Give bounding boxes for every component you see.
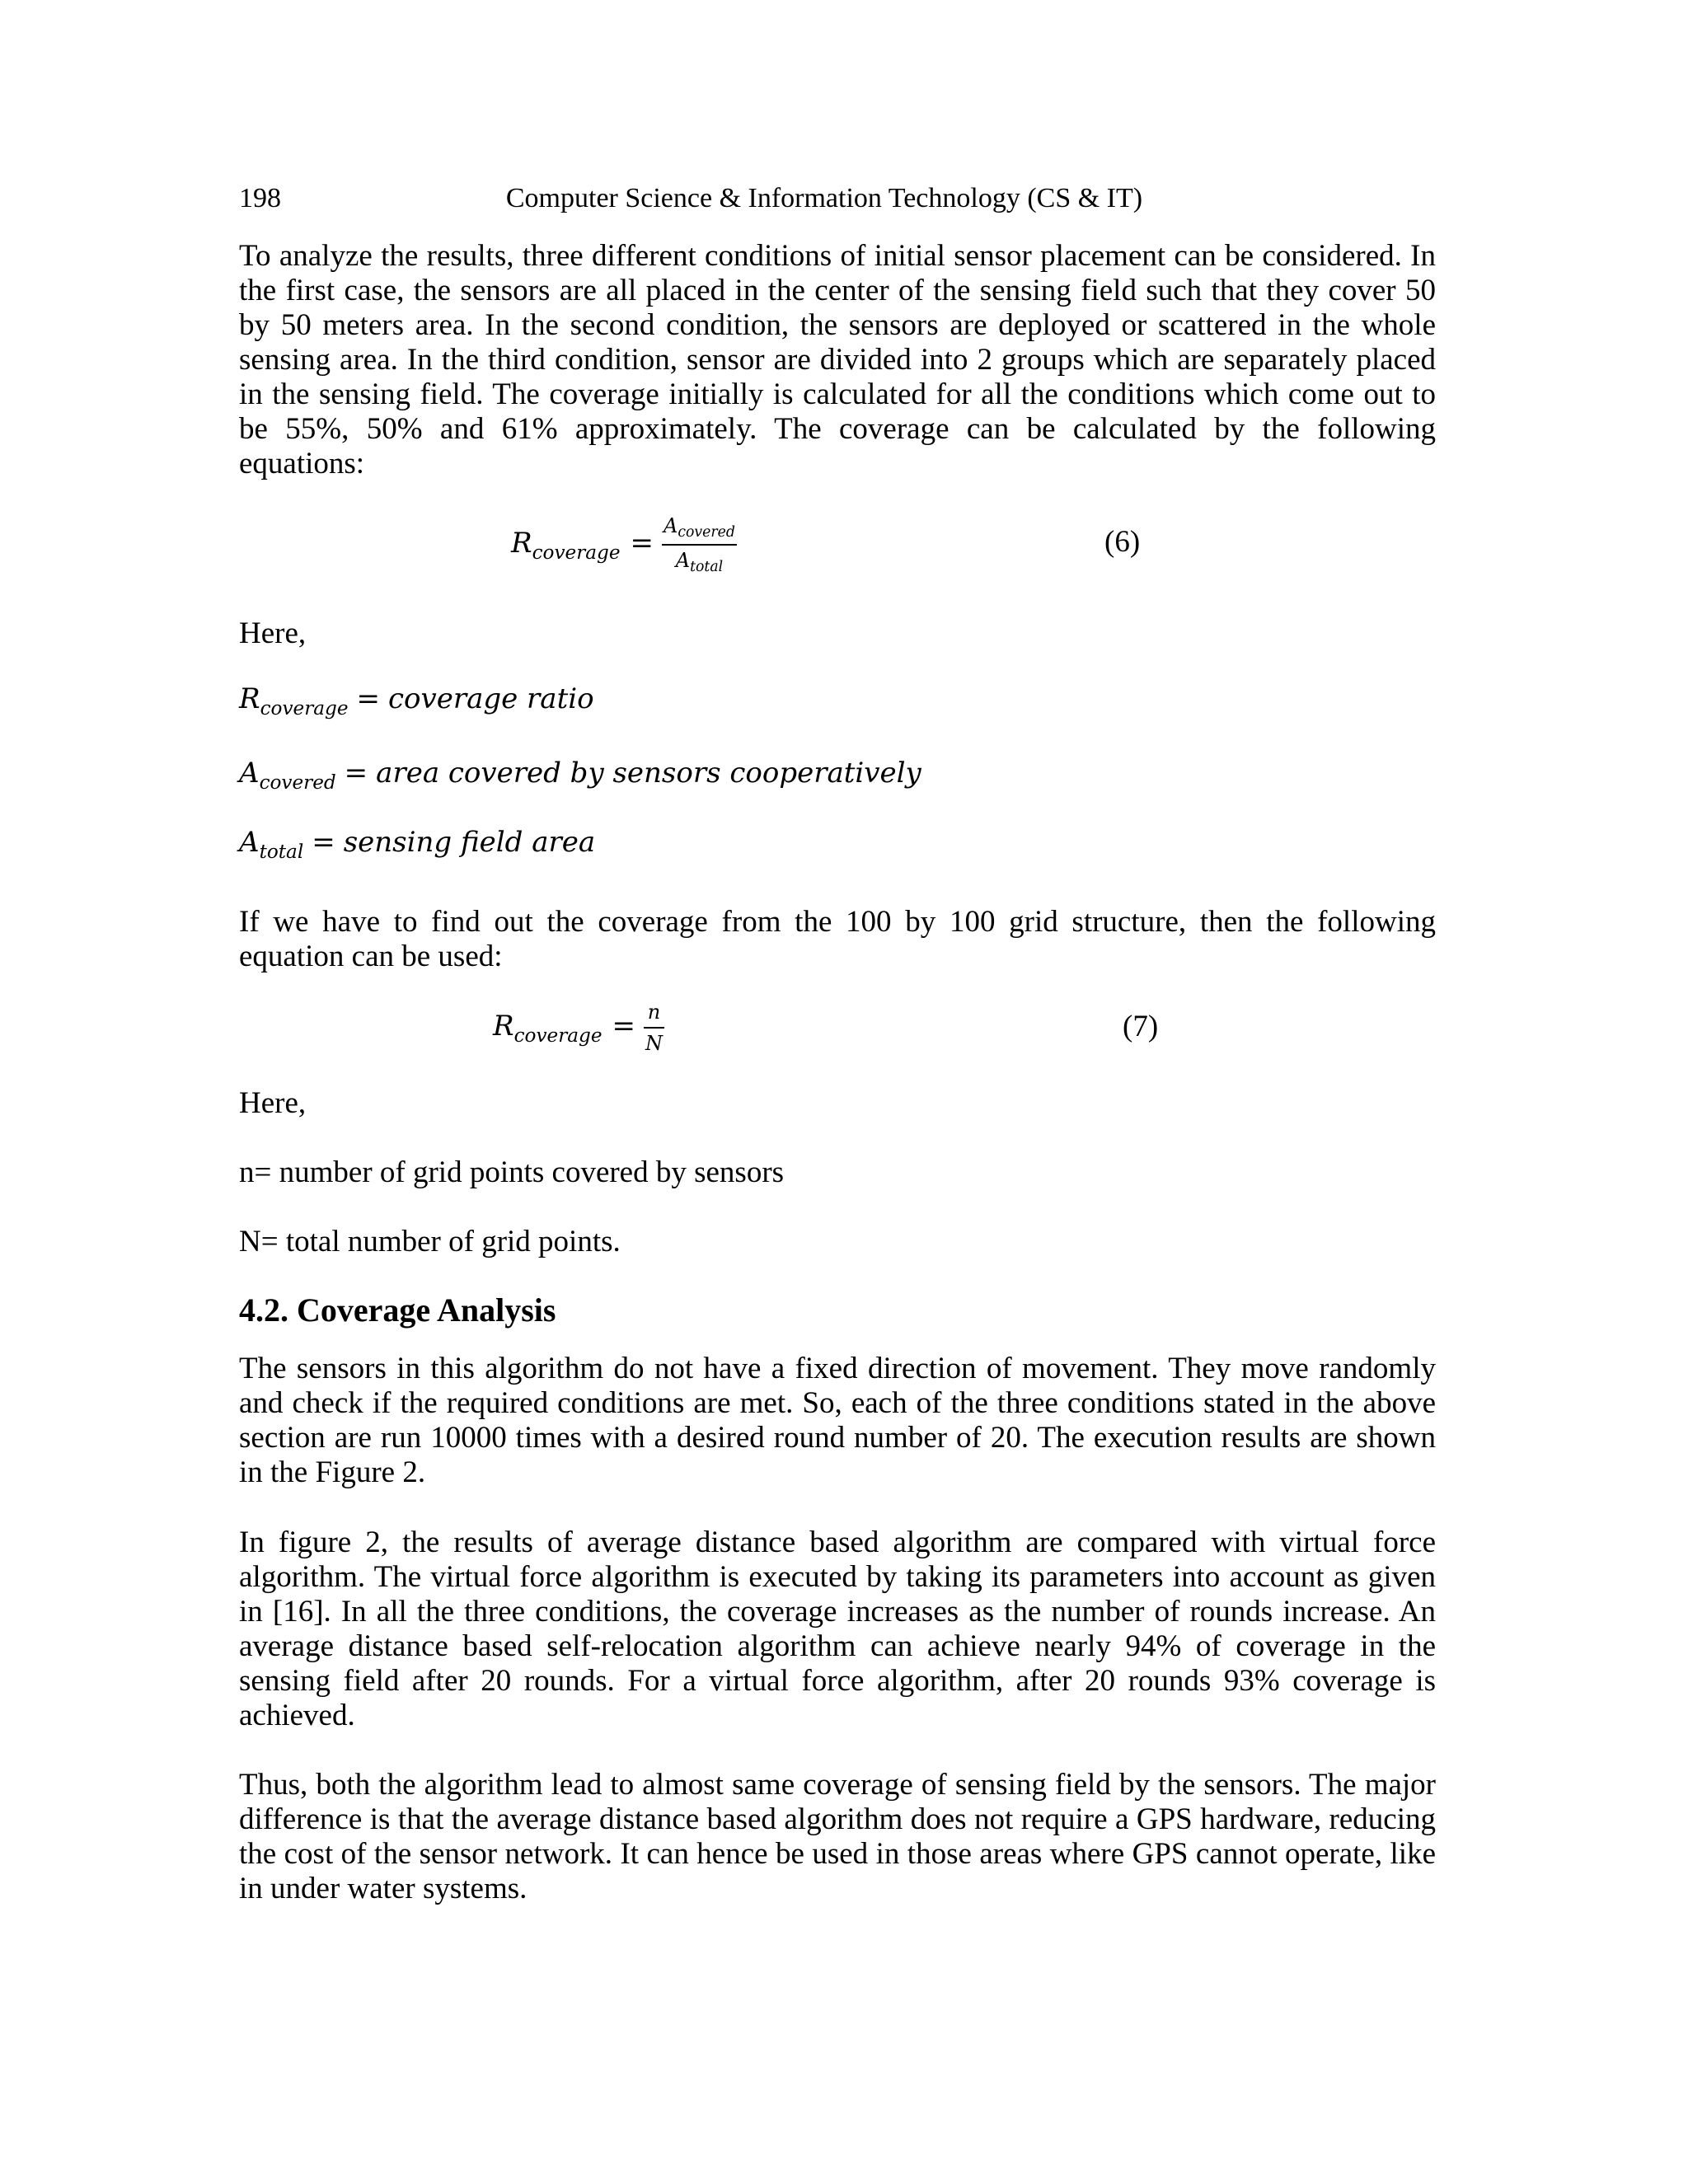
eq6-lhs-base: R [511,527,532,560]
definition-n: n= number of grid points covered by sensors [239,1155,785,1189]
eq7-lhs [493,1010,603,1047]
eq7-lhs-sub: coverage [513,1025,603,1047]
definition-r-coverage [239,682,594,719]
paragraph-sensor-placement: To analyze the results, three different conditions of initial sensor placement can be considered. In the first case, the sensors are all placed in the center of the sensing field such that they cover 50 by 50 meters area. In the second condition, the sensors are deployed or scattered in the whole sensing area. In the third condition, sensor are divided into 2 groups which are separately placed in the sensing field. The coverage initially is calculated for all the conditions which come out to be 55%, 50% and 61% approximately. The coverage can be calculated by the following equations: [239,239,1436,480]
equation-number-7: (7) [1123,1010,1159,1043]
def2-rhs: area covered by sensors cooperatively [376,757,921,790]
def1-rhs: coverage ratio [388,682,594,715]
eq6-fraction [662,514,737,575]
def3-equals: = [312,826,335,859]
def1-sub: coverage [260,698,349,720]
definition-capital-n: N= total number of grid points. [239,1225,621,1258]
eq7-lhs-base: R [493,1010,514,1043]
def3-sub: total [259,841,304,864]
def2-equals: = [344,757,368,790]
def1-base: R [239,682,260,715]
def3-rhs: sensing field area [343,826,596,859]
def3-base: A [239,826,260,859]
paragraph-conclusion: Thus, both the algorithm lead to almost same coverage of sensing field by the sensors. The major difference is that the average distance based algorithm does not require a GPS hardware, reducing the cost of the sensor network. It can hence be used in those areas where GPS cannot operate, like in under water systems. [239,1768,1436,1905]
paragraph-grid-structure: If we have to find out the coverage from the 100 by 100 grid structure, then the following equation can be used: [239,905,1436,973]
def2-sub: covered [259,772,336,794]
here-label-2: Here, [239,1086,307,1120]
equation-number-6: (6) [1104,525,1141,559]
eq6-numerator [662,514,737,546]
eq7-numerator: n [644,1001,664,1029]
eq6-num-base: A [663,514,678,537]
equation-6 [511,514,737,575]
eq6-den-sub: total [690,559,724,576]
eq6-lhs-sub: coverage [532,542,621,565]
eq6-equals: = [630,527,654,560]
eq6-num-sub: covered [678,524,735,541]
eq7-fraction [644,1001,664,1055]
eq6-denominator [662,546,737,575]
equation-7 [493,1001,664,1055]
paragraph-random-movement: The sensors in this algorithm do not have a fixed direction of movement. They move randomly and check if the required conditions are met. So, each of the three conditions stated in the above section are run 10000 times with a desired round number of 20. The execution results are shown in the Figure 2. [239,1352,1436,1489]
eq6-lhs [511,527,621,565]
definition-a-covered [239,757,921,794]
running-title: Computer Science & Information Technology (CS & IT) [505,183,1143,213]
page-number: 198 [239,183,281,213]
eq7-equals: = [612,1010,635,1043]
page-header [239,183,1409,223]
here-label-1: Here, [239,616,307,650]
section-heading-coverage-analysis: 4.2. Coverage Analysis [239,1291,556,1329]
eq7-denominator: N [645,1032,663,1055]
def1-equals: = [356,682,380,715]
eq6-den-base: A [675,549,691,573]
def2-base: A [239,757,260,790]
paragraph-figure-2-comparison: In figure 2, the results of average distance based algorithm are compared with virtual force algorithm. The virtual force algorithm is executed by taking its parameters into account as given in [16]. In all the three conditions, the coverage increases as the number of rounds increase. An average distance based self-relocation algorithm can achieve nearly 94% of coverage in the sensing field after 20 rounds. For a virtual force algorithm, after 20 rounds 93% coverage is achieved. [239,1526,1436,1732]
definition-a-total [239,826,595,863]
